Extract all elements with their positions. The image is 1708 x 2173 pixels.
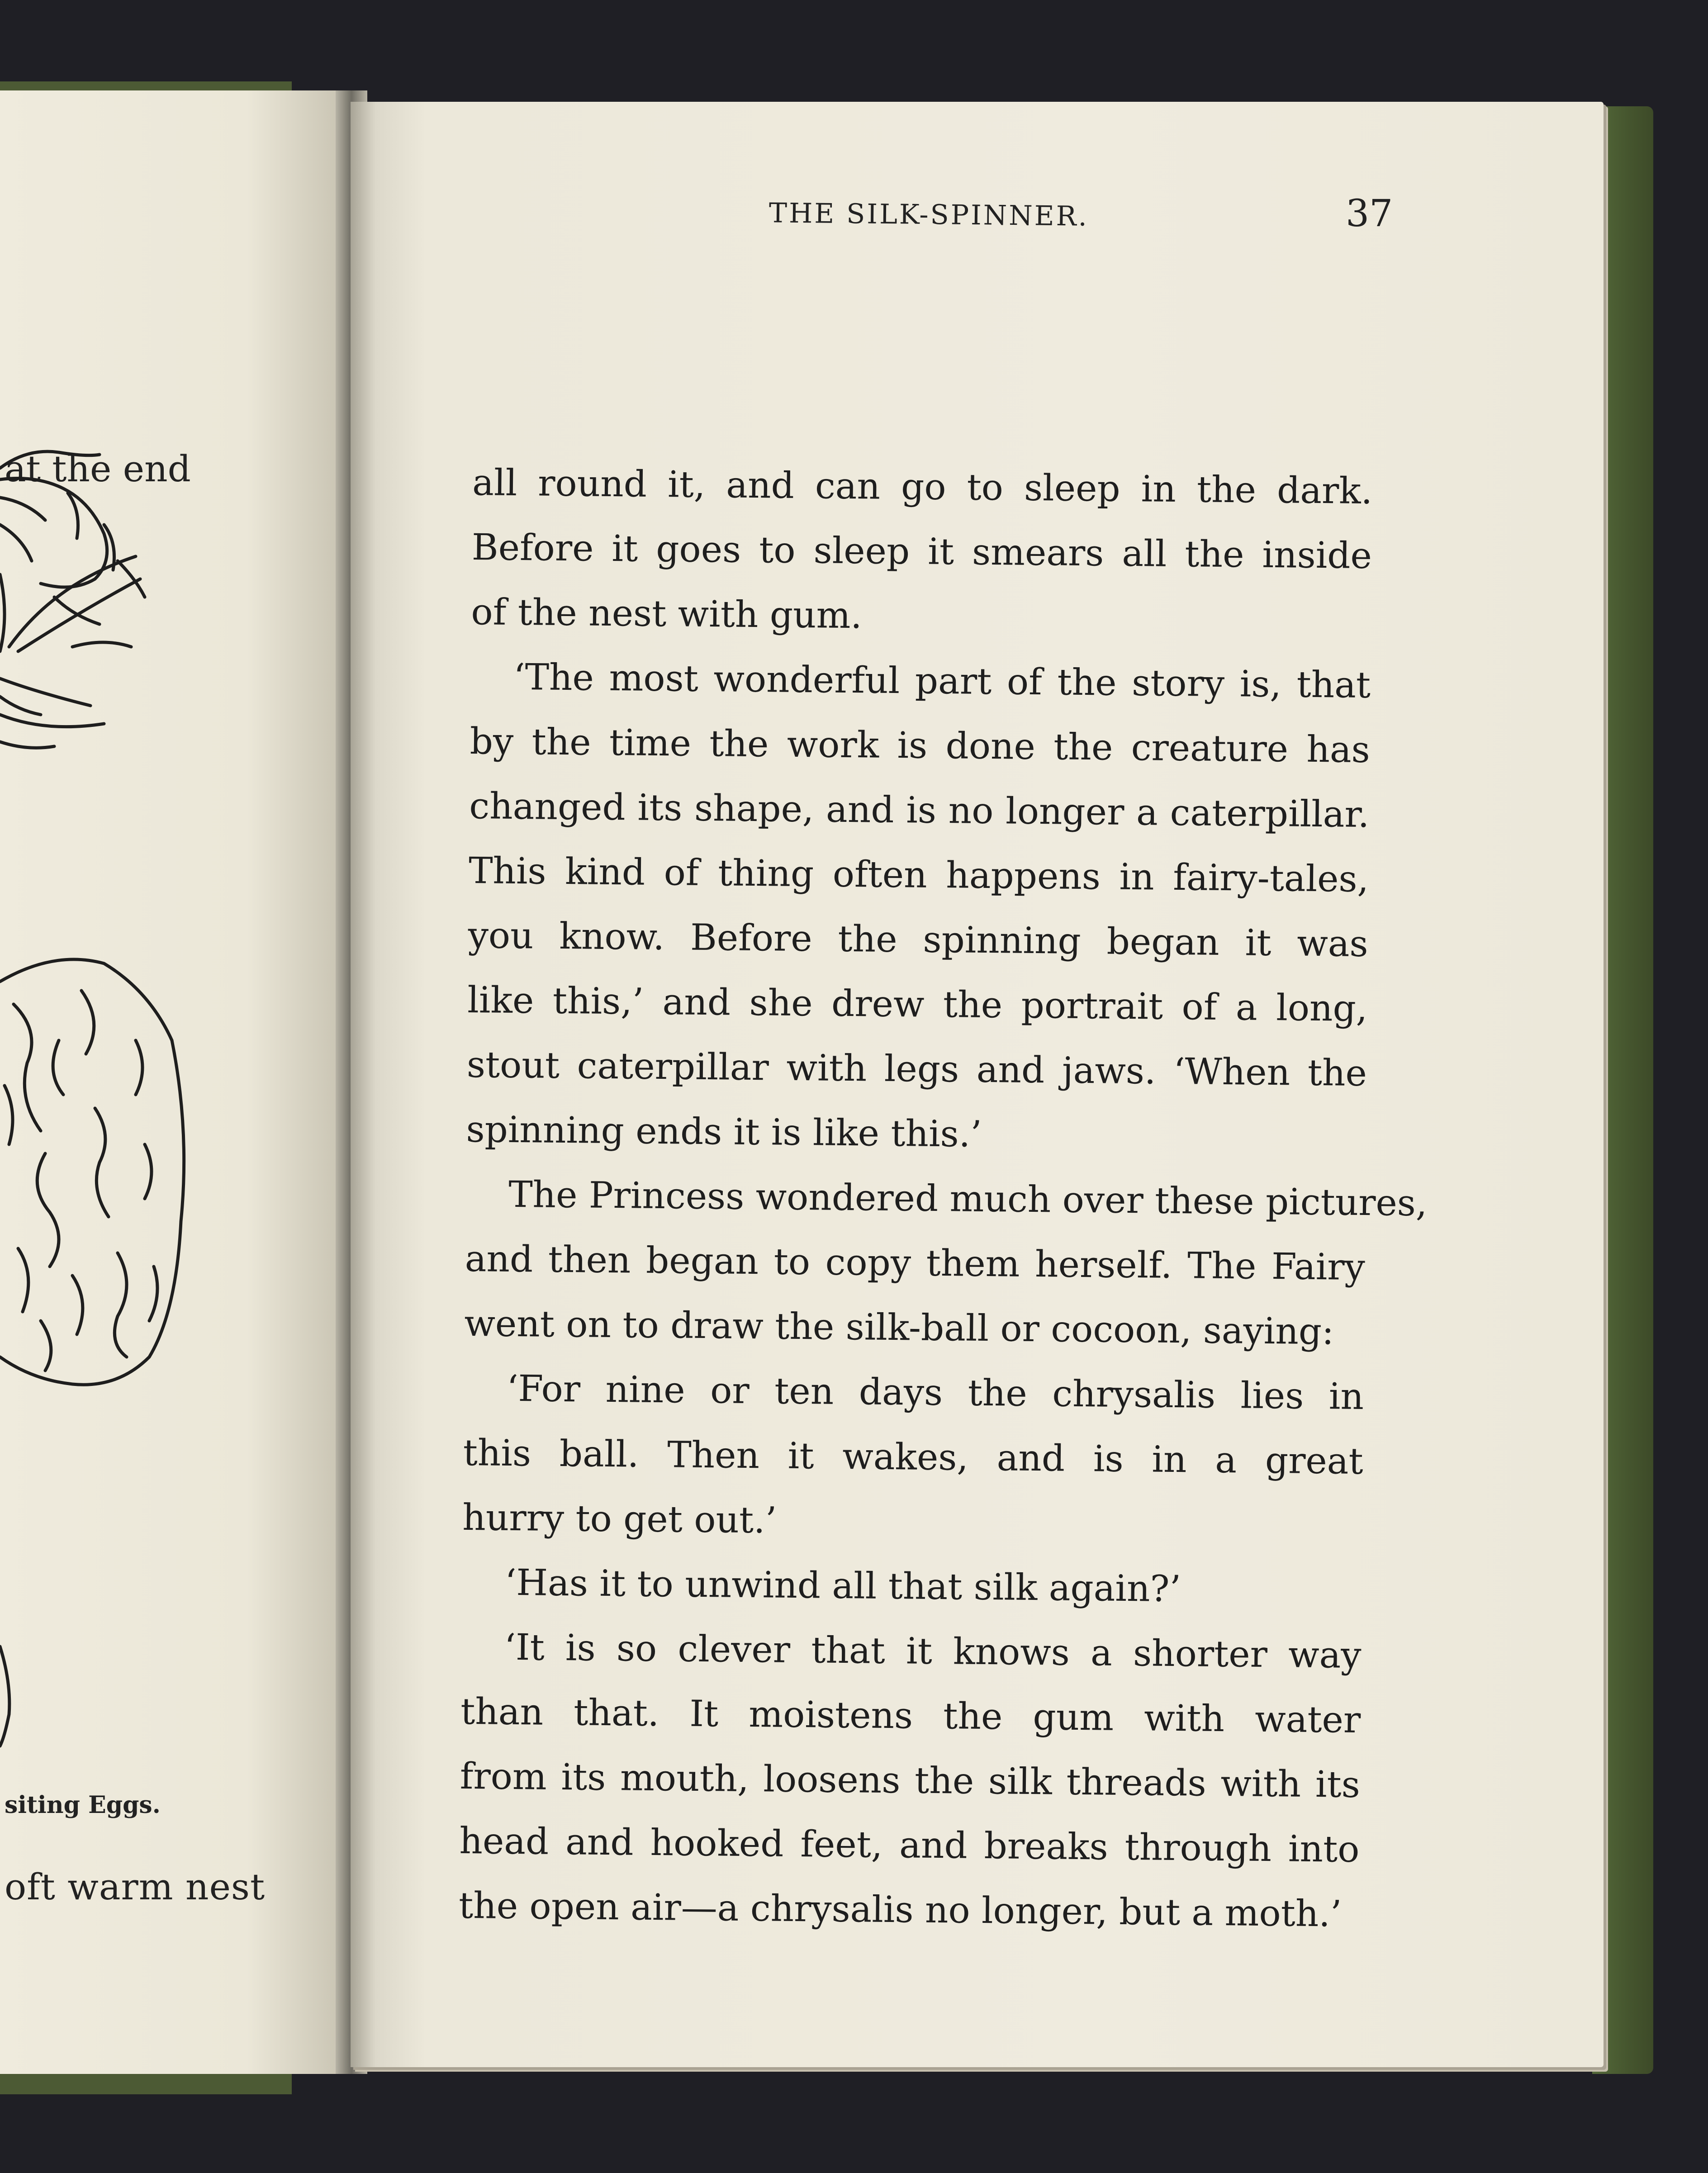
text-line: of the nest with gum. <box>471 590 863 637</box>
text-line: all round it, and can go to sleep in the dark. <box>472 461 1373 512</box>
text-line: like this,’ and she drew the portrait of a long, <box>467 978 1368 1030</box>
left-page-top-text: at the end <box>5 448 191 490</box>
caterpillar-illustration <box>0 90 353 2074</box>
paragraph <box>462 1356 1364 1558</box>
text-line: than that. It moistens the gum with water <box>460 1690 1361 1741</box>
paragraph <box>458 1614 1362 1946</box>
text-line: head and hooked feet, and breaks through into <box>459 1819 1360 1870</box>
text-line: spinning ends it is like this.’ <box>466 1108 982 1155</box>
body-text <box>458 450 1428 1946</box>
left-page <box>0 90 353 2074</box>
left-page-bottom-text: oft warm nest <box>5 1866 266 1908</box>
text-line: by the time the work is done the creature has <box>470 720 1371 771</box>
right-page <box>351 102 1604 2067</box>
text-line: ‘The most wonderful part of the story is, that <box>513 655 1371 707</box>
running-head: THE SILK-SPINNER. <box>769 197 1089 232</box>
paragraph <box>461 1550 1362 1623</box>
text-line: Before it goes to sleep it smears all the inside <box>471 526 1372 577</box>
text-line: the open air—a chrysalis no longer, but a moth.’ <box>458 1884 1342 1935</box>
text-line: ‘For nine or ten days the chrysalis lies in <box>506 1367 1364 1418</box>
paragraph <box>466 644 1371 1170</box>
text-line: ‘It is so clever that it knows a shorter way <box>504 1626 1362 1676</box>
paragraph <box>464 1162 1428 1364</box>
paragraph <box>471 450 1373 653</box>
text-line: went on to draw the silk-ball or cocoon, saying: <box>464 1302 1334 1353</box>
text-line: This kind of thing often happens in fairy-tales, <box>468 849 1369 901</box>
text-line: hurry to get out.’ <box>462 1496 777 1542</box>
text-line: this ball. Then it wakes, and is in a great <box>463 1431 1364 1482</box>
text-line: from its mouth, loosens the silk threads with its <box>460 1755 1361 1806</box>
text-line: stout caterpillar with legs and jaws. ‘When the <box>466 1043 1367 1095</box>
text-line: and then began to copy them herself. The Fairy <box>465 1237 1366 1289</box>
left-page-caption: siting Eggs. <box>5 1791 161 1819</box>
text-line: changed its shape, and is no longer a caterpillar. <box>469 784 1370 836</box>
text-line: you know. Before the spinning began it was <box>468 914 1369 965</box>
page-number: 37 <box>1346 192 1393 235</box>
text-line: ‘Has it to unwind all that silk again?’ <box>504 1561 1181 1610</box>
text-line: The Princess wondered much over these pictures, <box>508 1173 1428 1224</box>
